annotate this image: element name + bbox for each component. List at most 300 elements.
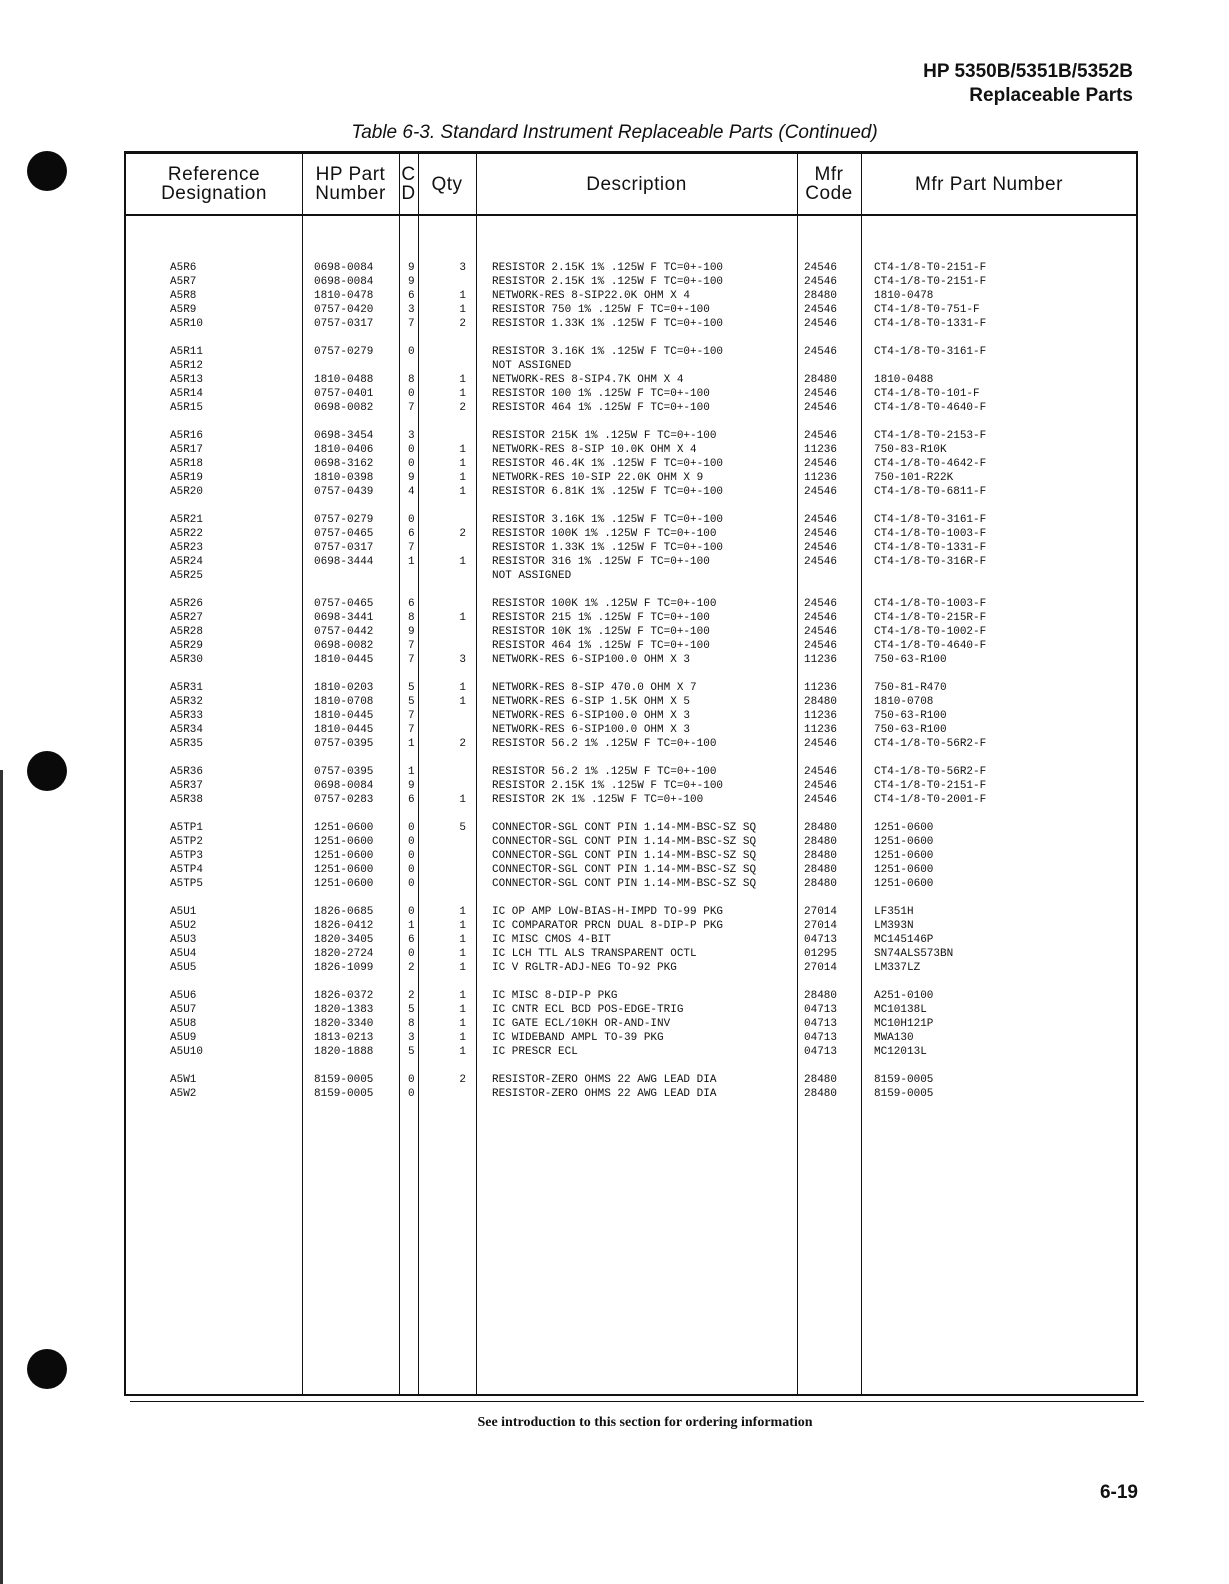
cell-hp: 0698-0084 <box>314 276 374 288</box>
section-title: Replaceable Parts <box>969 85 1133 106</box>
cell-hp: 1810-0708 <box>314 696 374 708</box>
cell-mfr: 11236 <box>804 682 838 694</box>
cell-qty: 5 <box>459 822 466 834</box>
cell-ref: A5R30 <box>170 654 204 666</box>
table-row <box>126 919 1136 933</box>
cell-mfr: 28480 <box>804 836 838 848</box>
table-row <box>126 947 1136 961</box>
cell-mfr: 27014 <box>804 962 838 974</box>
table-row <box>126 345 1136 359</box>
header-description: Description <box>586 173 687 195</box>
cell-hp: 0757-0395 <box>314 766 374 778</box>
cell-qty: 2 <box>459 1074 466 1086</box>
cell-desc: CONNECTOR-SGL CONT PIN 1.14-MM-BSC-SZ SQ <box>492 850 757 862</box>
cell-qty: 1 <box>459 1046 466 1058</box>
cell-desc: RESISTOR 3.16K 1% .125W F TC=0+-100 <box>492 346 724 358</box>
cell-desc: NETWORK-RES 10-SIP 22.0K OHM X 9 <box>492 472 704 484</box>
cell-ref: A5R12 <box>170 360 204 372</box>
cell-qty: 1 <box>459 374 466 386</box>
cell-ref: A5R19 <box>170 472 204 484</box>
cell-mfr: 24546 <box>804 612 838 624</box>
cell-qty: 1 <box>459 1018 466 1030</box>
cell-mfrpn: CT4-1/8-T0-56R2-F <box>874 738 987 750</box>
cell-hp: 0698-0084 <box>314 780 374 792</box>
cell-mfr: 24546 <box>804 780 838 792</box>
table-row <box>126 555 1136 569</box>
cell-mfr: 01295 <box>804 948 838 960</box>
binder-hole-bottom <box>27 1349 67 1389</box>
cell-mfrpn: CT4-1/8-T0-56R2-F <box>874 766 987 778</box>
cell-qty: 1 <box>459 990 466 1002</box>
cell-desc: RESISTOR 215 1% .125W F TC=0+-100 <box>492 612 710 624</box>
cell-hp: 0698-0082 <box>314 640 374 652</box>
cell-desc: IC V RGLTR-ADJ-NEG TO-92 PKG <box>492 962 677 974</box>
cell-hp: 0757-0279 <box>314 514 374 526</box>
table-row <box>126 1031 1136 1045</box>
cell-mfr: 28480 <box>804 822 838 834</box>
cell-ref: A5R27 <box>170 612 204 624</box>
cell-mfr: 28480 <box>804 1088 838 1100</box>
table-row <box>126 485 1136 499</box>
cell-mfr: 28480 <box>804 850 838 862</box>
cell-desc: RESISTOR 3.16K 1% .125W F TC=0+-100 <box>492 514 724 526</box>
cell-ref: A5U5 <box>170 962 197 974</box>
cell-hp: 1820-3340 <box>314 1018 374 1030</box>
cell-hp: 0757-0283 <box>314 794 374 806</box>
table-row <box>126 653 1136 667</box>
cell-mfr: 24546 <box>804 304 838 316</box>
cell-mfr: 11236 <box>804 724 838 736</box>
table-row <box>126 961 1136 975</box>
cell-desc: CONNECTOR-SGL CONT PIN 1.14-MM-BSC-SZ SQ <box>492 822 757 834</box>
cell-mfrpn: 1810-0488 <box>874 374 934 386</box>
cell-cd: 0 <box>408 514 415 526</box>
cell-hp: 1820-1383 <box>314 1004 374 1016</box>
cell-cd: 5 <box>408 1004 415 1016</box>
cell-cd: 0 <box>408 878 415 890</box>
cell-ref: A5W2 <box>170 1088 197 1100</box>
parts-table <box>124 151 1138 1396</box>
model-number: HP 5350B/5351B/5352B <box>923 61 1133 82</box>
cell-ref: A5R21 <box>170 514 204 526</box>
cell-hp: 1826-0685 <box>314 906 374 918</box>
cell-mfrpn: CT4-1/8-T0-6811-F <box>874 486 987 498</box>
cell-qty: 1 <box>459 444 466 456</box>
cell-hp: 1810-0445 <box>314 724 374 736</box>
cell-mfr: 28480 <box>804 374 838 386</box>
cell-mfr: 24546 <box>804 458 838 470</box>
cell-cd: 0 <box>408 444 415 456</box>
cell-mfrpn: 1810-0708 <box>874 696 934 708</box>
cell-qty: 1 <box>459 290 466 302</box>
table-row <box>126 289 1136 303</box>
cell-desc: NOT ASSIGNED <box>492 360 572 372</box>
cell-hp: 0757-0395 <box>314 738 374 750</box>
cell-hp: 1251-0600 <box>314 836 374 848</box>
cell-mfrpn: SN74ALS573BN <box>874 948 954 960</box>
cell-mfr: 24546 <box>804 262 838 274</box>
cell-hp: 1251-0600 <box>314 864 374 876</box>
cell-mfrpn: 8159-0005 <box>874 1088 934 1100</box>
cell-cd: 2 <box>408 962 415 974</box>
cell-desc: CONNECTOR-SGL CONT PIN 1.14-MM-BSC-SZ SQ <box>492 878 757 890</box>
table-row <box>126 723 1136 737</box>
table-row <box>126 1003 1136 1017</box>
cell-mfr: 24546 <box>804 430 838 442</box>
cell-ref: A5U4 <box>170 948 197 960</box>
cell-desc: RESISTOR 46.4K 1% .125W F TC=0+-100 <box>492 458 724 470</box>
cell-mfr: 28480 <box>804 290 838 302</box>
cell-hp: 0757-0442 <box>314 626 374 638</box>
cell-desc: IC PRESCR ECL <box>492 1046 578 1058</box>
cell-mfr: 24546 <box>804 276 838 288</box>
cell-mfrpn: 750-101-R22K <box>874 472 954 484</box>
cell-hp: 1820-3405 <box>314 934 374 946</box>
cell-ref: A5TP5 <box>170 878 204 890</box>
cell-qty: 1 <box>459 920 466 932</box>
cell-mfrpn: 1251-0600 <box>874 836 934 848</box>
cell-hp: 0757-0317 <box>314 542 374 554</box>
cell-mfrpn: 750-63-R100 <box>874 654 947 666</box>
cell-mfr: 24546 <box>804 542 838 554</box>
cell-ref: A5TP2 <box>170 836 204 848</box>
cell-cd: 0 <box>408 388 415 400</box>
cell-cd: 5 <box>408 696 415 708</box>
table-row <box>126 471 1136 485</box>
cell-mfr: 27014 <box>804 906 838 918</box>
table-row <box>126 275 1136 289</box>
cell-ref: A5R26 <box>170 598 204 610</box>
cell-mfrpn: LM393N <box>874 920 914 932</box>
bottom-rule <box>130 1401 1144 1402</box>
header-hp-part-number: HP Part Number <box>315 164 386 204</box>
cell-cd: 7 <box>408 724 415 736</box>
cell-mfrpn: CT4-1/8-T0-4640-F <box>874 640 987 652</box>
cell-hp: 8159-0005 <box>314 1088 374 1100</box>
cell-ref: A5W1 <box>170 1074 197 1086</box>
cell-desc: RESISTOR 464 1% .125W F TC=0+-100 <box>492 640 710 652</box>
cell-hp: 0757-0401 <box>314 388 374 400</box>
cell-cd: 0 <box>408 836 415 848</box>
cell-mfrpn: CT4-1/8-T0-2001-F <box>874 794 987 806</box>
cell-cd: 0 <box>408 458 415 470</box>
cell-desc: RESISTOR 6.81K 1% .125W F TC=0+-100 <box>492 486 724 498</box>
table-row <box>126 695 1136 709</box>
table-row <box>126 793 1136 807</box>
cell-mfrpn: CT4-1/8-T0-2153-F <box>874 430 987 442</box>
cell-mfr: 24546 <box>804 766 838 778</box>
header-mfr-part-number: Mfr Part Number <box>915 173 1063 195</box>
table-caption: Table 6-3. Standard Instrument Replaceable Parts (Continued) <box>351 122 878 143</box>
cell-hp: 0698-3162 <box>314 458 374 470</box>
cell-qty: 1 <box>459 388 466 400</box>
cell-cd: 1 <box>408 766 415 778</box>
cell-desc: RESISTOR 2.15K 1% .125W F TC=0+-100 <box>492 780 724 792</box>
cell-mfr: 24546 <box>804 402 838 414</box>
table-row <box>126 681 1136 695</box>
cell-mfrpn: MC10H121P <box>874 1018 934 1030</box>
cell-hp: 1810-0445 <box>314 654 374 666</box>
cell-ref: A5R34 <box>170 724 204 736</box>
cell-hp: 1820-2724 <box>314 948 374 960</box>
cell-qty: 1 <box>459 934 466 946</box>
cell-ref: A5R10 <box>170 318 204 330</box>
cell-desc: RESISTOR 2K 1% .125W F TC=0+-100 <box>492 794 704 806</box>
cell-cd: 6 <box>408 598 415 610</box>
cell-qty: 2 <box>459 528 466 540</box>
cell-ref: A5R38 <box>170 794 204 806</box>
cell-ref: A5U8 <box>170 1018 197 1030</box>
cell-ref: A5R31 <box>170 682 204 694</box>
cell-mfr: 04713 <box>804 934 838 946</box>
cell-mfrpn: 1251-0600 <box>874 878 934 890</box>
header-mfr-code: Mfr Code <box>805 164 853 204</box>
cell-cd: 7 <box>408 640 415 652</box>
cell-mfrpn: CT4-1/8-T0-215R-F <box>874 612 987 624</box>
cell-hp: 1810-0488 <box>314 374 374 386</box>
cell-cd: 9 <box>408 626 415 638</box>
cell-hp: 1810-0445 <box>314 710 374 722</box>
cell-mfr: 11236 <box>804 444 838 456</box>
cell-desc: CONNECTOR-SGL CONT PIN 1.14-MM-BSC-SZ SQ <box>492 836 757 848</box>
page-edge-line <box>0 770 3 1584</box>
table-row <box>126 849 1136 863</box>
cell-desc: NETWORK-RES 8-SIP4.7K OHM X 4 <box>492 374 684 386</box>
cell-ref: A5R28 <box>170 626 204 638</box>
cell-mfr: 24546 <box>804 528 838 540</box>
binder-hole-middle <box>27 751 67 791</box>
cell-desc: RESISTOR 100K 1% .125W F TC=0+-100 <box>492 528 717 540</box>
cell-desc: NOT ASSIGNED <box>492 570 572 582</box>
cell-mfr: 28480 <box>804 1074 838 1086</box>
cell-mfrpn: 750-63-R100 <box>874 710 947 722</box>
cell-mfrpn: CT4-1/8-T0-1003-F <box>874 528 987 540</box>
cell-ref: A5R16 <box>170 430 204 442</box>
cell-cd: 8 <box>408 612 415 624</box>
cell-mfrpn: CT4-1/8-T0-751-F <box>874 304 980 316</box>
cell-desc: RESISTOR 316 1% .125W F TC=0+-100 <box>492 556 710 568</box>
cell-ref: A5R17 <box>170 444 204 456</box>
cell-desc: NETWORK-RES 6-SIP100.0 OHM X 3 <box>492 710 691 722</box>
cell-hp: 1813-0213 <box>314 1032 374 1044</box>
cell-ref: A5U6 <box>170 990 197 1002</box>
cell-ref: A5TP3 <box>170 850 204 862</box>
cell-qty: 2 <box>459 402 466 414</box>
cell-hp: 1810-0398 <box>314 472 374 484</box>
cell-ref: A5R18 <box>170 458 204 470</box>
header-rule <box>126 214 1136 216</box>
cell-mfr: 04713 <box>804 1046 838 1058</box>
cell-desc: IC WIDEBAND AMPL TO-39 PKG <box>492 1032 664 1044</box>
cell-desc: RESISTOR 2.15K 1% .125W F TC=0+-100 <box>492 262 724 274</box>
cell-mfrpn: 1251-0600 <box>874 864 934 876</box>
cell-cd: 6 <box>408 528 415 540</box>
cell-qty: 1 <box>459 472 466 484</box>
cell-cd: 9 <box>408 276 415 288</box>
cell-qty: 1 <box>459 612 466 624</box>
cell-ref: A5R6 <box>170 262 197 274</box>
cell-ref: A5R32 <box>170 696 204 708</box>
cell-qty: 1 <box>459 696 466 708</box>
cell-cd: 0 <box>408 948 415 960</box>
cell-hp: 0757-0465 <box>314 528 374 540</box>
cell-hp: 1810-0406 <box>314 444 374 456</box>
cell-mfr: 28480 <box>804 864 838 876</box>
cell-hp: 1826-0412 <box>314 920 374 932</box>
cell-mfrpn: CT4-1/8-T0-1331-F <box>874 542 987 554</box>
cell-cd: 0 <box>408 850 415 862</box>
cell-desc: RESISTOR 215K 1% .125W F TC=0+-100 <box>492 430 717 442</box>
cell-mfr: 28480 <box>804 990 838 1002</box>
cell-mfrpn: CT4-1/8-T0-4640-F <box>874 402 987 414</box>
cell-ref: A5R25 <box>170 570 204 582</box>
cell-desc: NETWORK-RES 6-SIP100.0 OHM X 3 <box>492 724 691 736</box>
cell-desc: RESISTOR 10K 1% .125W F TC=0+-100 <box>492 626 710 638</box>
cell-cd: 3 <box>408 1032 415 1044</box>
cell-mfr: 24546 <box>804 640 838 652</box>
cell-cd: 4 <box>408 486 415 498</box>
cell-desc: CONNECTOR-SGL CONT PIN 1.14-MM-BSC-SZ SQ <box>492 864 757 876</box>
cell-cd: 7 <box>408 318 415 330</box>
cell-ref: A5U2 <box>170 920 197 932</box>
cell-hp: 0757-0317 <box>314 318 374 330</box>
cell-mfrpn: CT4-1/8-T0-316R-F <box>874 556 987 568</box>
cell-hp: 0757-0465 <box>314 598 374 610</box>
cell-ref: A5U7 <box>170 1004 197 1016</box>
cell-mfrpn: MC145146P <box>874 934 934 946</box>
cell-ref: A5U3 <box>170 934 197 946</box>
table-row <box>126 317 1136 331</box>
table-row <box>126 401 1136 415</box>
table-row <box>126 709 1136 723</box>
cell-hp: 1826-1099 <box>314 962 374 974</box>
cell-mfr: 24546 <box>804 346 838 358</box>
page-number: 6-19 <box>1099 1482 1138 1503</box>
cell-mfr: 11236 <box>804 472 838 484</box>
table-row <box>126 905 1136 919</box>
cell-hp: 0698-0082 <box>314 402 374 414</box>
cell-mfrpn: CT4-1/8-T0-1331-F <box>874 318 987 330</box>
cell-mfrpn: 1251-0600 <box>874 822 934 834</box>
cell-mfrpn: 750-81-R470 <box>874 682 947 694</box>
cell-mfr: 28480 <box>804 878 838 890</box>
cell-desc: IC OP AMP LOW-BIAS-H-IMPD TO-99 PKG <box>492 906 724 918</box>
cell-mfr: 24546 <box>804 738 838 750</box>
cell-qty: 3 <box>459 654 466 666</box>
cell-desc: RESISTOR 100 1% .125W F TC=0+-100 <box>492 388 710 400</box>
cell-mfrpn: LM337LZ <box>874 962 921 974</box>
cell-mfrpn: 8159-0005 <box>874 1074 934 1086</box>
table-row <box>126 261 1136 275</box>
table-row <box>126 387 1136 401</box>
cell-qty: 1 <box>459 458 466 470</box>
table-row <box>126 457 1136 471</box>
cell-ref: A5R35 <box>170 738 204 750</box>
cell-cd: 9 <box>408 472 415 484</box>
cell-desc: IC MISC 8-DIP-P PKG <box>492 990 618 1002</box>
cell-qty: 1 <box>459 486 466 498</box>
cell-mfrpn: CT4-1/8-T0-4642-F <box>874 458 987 470</box>
cell-mfrpn: 1810-0478 <box>874 290 934 302</box>
cell-ref: A5U1 <box>170 906 197 918</box>
table-row <box>126 989 1136 1003</box>
table-row <box>126 877 1136 891</box>
cell-mfrpn: CT4-1/8-T0-1002-F <box>874 626 987 638</box>
cell-cd: 7 <box>408 654 415 666</box>
cell-cd: 5 <box>408 682 415 694</box>
cell-cd: 9 <box>408 780 415 792</box>
cell-desc: NETWORK-RES 8-SIP 470.0 OHM X 7 <box>492 682 697 694</box>
table-row <box>126 639 1136 653</box>
table-row <box>126 821 1136 835</box>
cell-ref: A5TP1 <box>170 822 204 834</box>
cell-hp: 0698-3441 <box>314 612 374 624</box>
cell-desc: RESISTOR-ZERO OHMS 22 AWG LEAD DIA <box>492 1088 717 1100</box>
table-row <box>126 625 1136 639</box>
cell-desc: NETWORK-RES 6-SIP 1.5K OHM X 5 <box>492 696 691 708</box>
cell-qty: 1 <box>459 1004 466 1016</box>
cell-cd: 0 <box>408 1074 415 1086</box>
cell-cd: 0 <box>408 346 415 358</box>
cell-qty: 1 <box>459 682 466 694</box>
cell-mfr: 24546 <box>804 388 838 400</box>
cell-hp: 1810-0203 <box>314 682 374 694</box>
cell-mfrpn: 1251-0600 <box>874 850 934 862</box>
header-cd: C D <box>401 164 416 204</box>
cell-qty: 2 <box>459 738 466 750</box>
cell-cd: 9 <box>408 262 415 274</box>
cell-mfr: 11236 <box>804 710 838 722</box>
cell-hp: 1810-0478 <box>314 290 374 302</box>
cell-hp: 1826-0372 <box>314 990 374 1002</box>
cell-desc: RESISTOR 2.15K 1% .125W F TC=0+-100 <box>492 276 724 288</box>
cell-cd: 7 <box>408 710 415 722</box>
cell-ref: A5R23 <box>170 542 204 554</box>
cell-qty: 2 <box>459 318 466 330</box>
cell-cd: 1 <box>408 920 415 932</box>
table-row <box>126 1045 1136 1059</box>
cell-desc: RESISTOR-ZERO OHMS 22 AWG LEAD DIA <box>492 1074 717 1086</box>
cell-mfr: 27014 <box>804 920 838 932</box>
cell-qty: 1 <box>459 948 466 960</box>
table-row <box>126 1017 1136 1031</box>
cell-mfr: 24546 <box>804 486 838 498</box>
table-row <box>126 541 1136 555</box>
cell-qty: 1 <box>459 962 466 974</box>
cell-ref: A5R14 <box>170 388 204 400</box>
cell-cd: 6 <box>408 290 415 302</box>
cell-mfr: 24546 <box>804 794 838 806</box>
table-row <box>126 569 1136 583</box>
cell-desc: NETWORK-RES 8-SIP22.0K OHM X 4 <box>492 290 691 302</box>
cell-desc: IC LCH TTL ALS TRANSPARENT OCTL <box>492 948 697 960</box>
cell-cd: 8 <box>408 374 415 386</box>
cell-mfrpn: CT4-1/8-T0-2151-F <box>874 780 987 792</box>
cell-desc: RESISTOR 1.33K 1% .125W F TC=0+-100 <box>492 542 724 554</box>
cell-desc: RESISTOR 100K 1% .125W F TC=0+-100 <box>492 598 717 610</box>
table-row <box>126 373 1136 387</box>
cell-cd: 6 <box>408 794 415 806</box>
cell-cd: 2 <box>408 990 415 1002</box>
cell-mfrpn: CT4-1/8-T0-1003-F <box>874 598 987 610</box>
cell-cd: 0 <box>408 864 415 876</box>
cell-hp: 8159-0005 <box>314 1074 374 1086</box>
table-row <box>126 443 1136 457</box>
cell-cd: 1 <box>408 738 415 750</box>
cell-ref: A5R8 <box>170 290 197 302</box>
cell-desc: IC COMPARATOR PRCN DUAL 8-DIP-P PKG <box>492 920 724 932</box>
cell-desc: IC MISC CMOS 4-BIT <box>492 934 611 946</box>
